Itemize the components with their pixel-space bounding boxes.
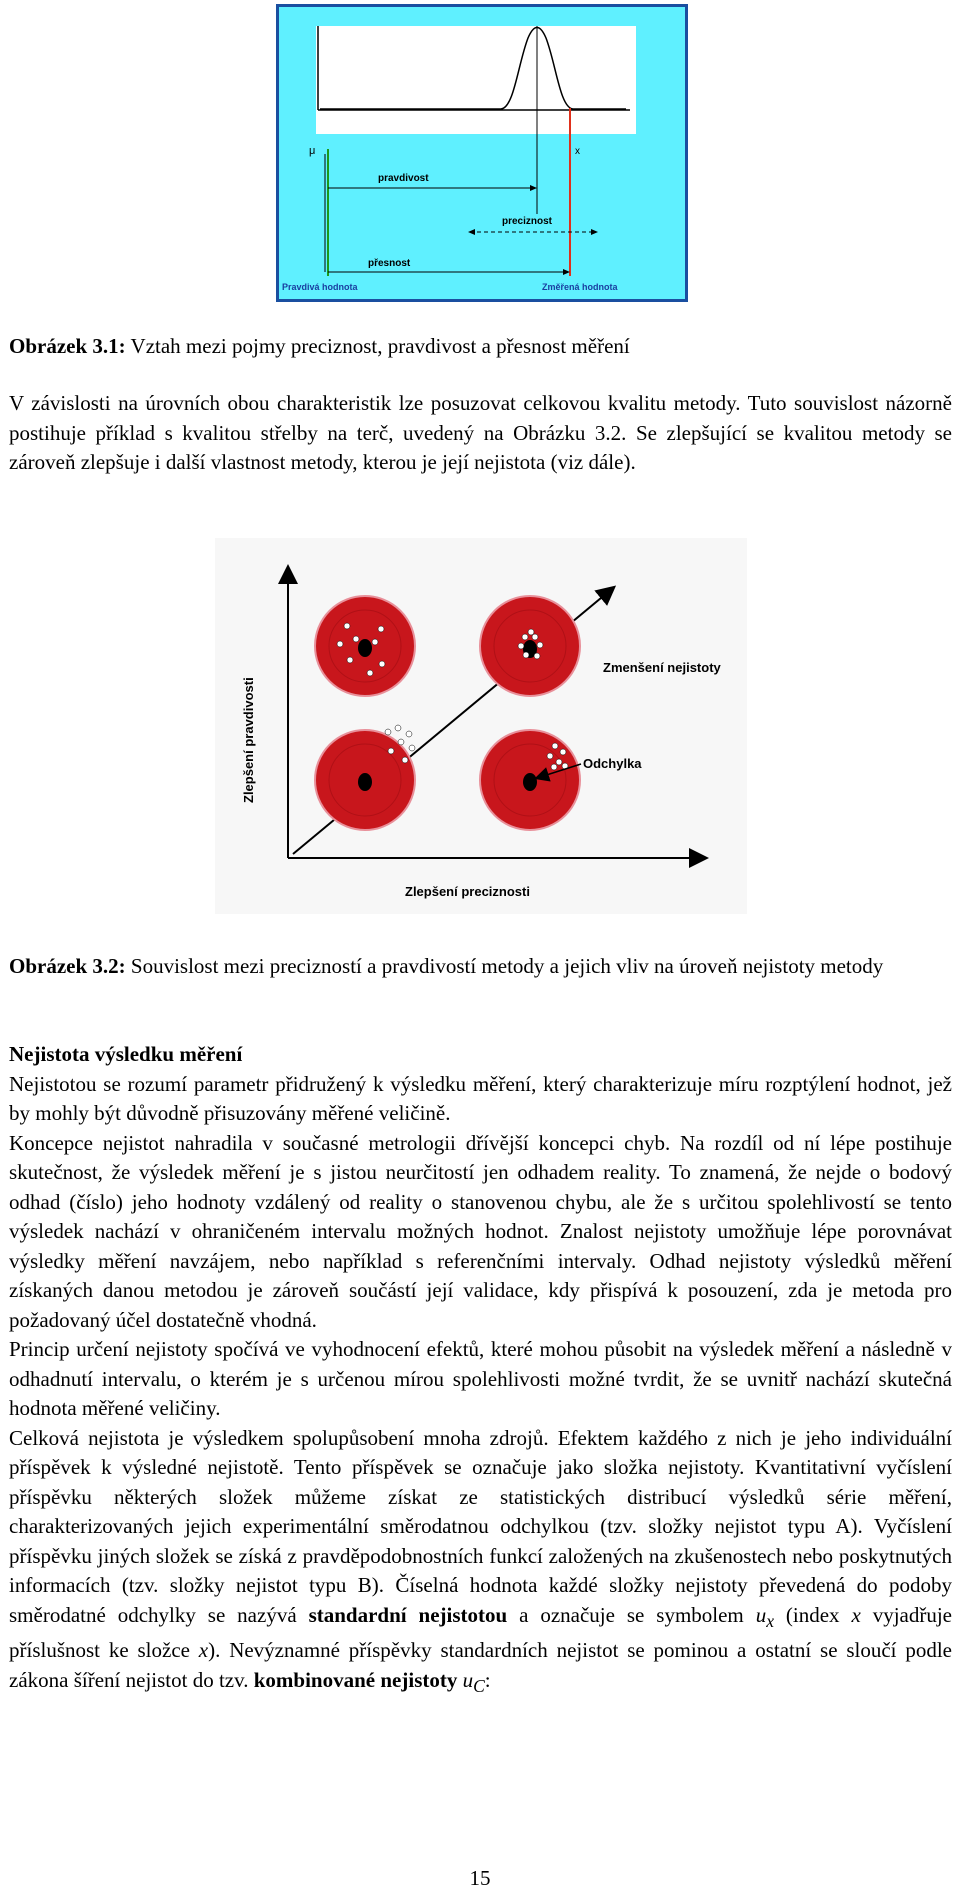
- plot-area: [316, 26, 636, 134]
- caption-figure-3-1: [9, 332, 952, 362]
- paragraph-principle: Princip určení nejistoty spočívá ve vyhodnocení efektů, které mohou působit na výsledek měření a následně v odhadnutí intervalu, o kterém je s určenou mírou spolehlivosti možné tvrdit, že se uvnitř nachází skutečná hodnota měřené veličiny.: [9, 1337, 952, 1420]
- x-label: x: [575, 146, 580, 157]
- caption2-text: Souvislost mezi precizností a pravdivostí metody a jejich vliv na úroveň nejistoty metody: [125, 954, 884, 978]
- preciznost-label: preciznost: [502, 216, 553, 227]
- true-value-label: Pravdivá hodnota: [282, 282, 358, 292]
- target-top-left: [315, 596, 415, 696]
- figure-target-diagram: [215, 538, 747, 914]
- x-axis-title: Zlepšení preciznosti: [405, 884, 530, 899]
- paragraph-concept: Koncepce nejistot nahradila v současné metrologii dřívější koncepci chyb. Na rozdíl od ní lépe postihuje skutečnost, že výsledek měření je s jistou neurčitostí jen odhadem reality. To znamená, že nejde o bodový odhad (číslo) jeho hodnoty vzdálený od reality o stanovenou chybu, ale že s určitou spolehlivostí se tento výsledek nachází v ohraničeném intervalu možných hodnot. Znalost nejistoty umožňuje lépe porovnávat výsledky měření navzájem, nebo například s referenčními intervaly. Odhad nejistoty výsledků měření získaných danou metodou je zároveň součástí její validace, kdy přispívá k posouzení, zda je metoda pro požadovaný účel dostatečně vhodná.: [9, 1130, 952, 1332]
- caption2-label: Obrázek 3.2:: [9, 954, 126, 978]
- page-number: 15: [469, 1866, 491, 1890]
- paragraph-combined: Celková nejistota je výsledkem spolupůsobení mnoha zdrojů. Efektem každého z nich je jeho individuální příspěvek k výsledné nejistotě. Tento příspěvek se označuje jako složka nejistoty. Kvantitativní vyčíslení příspěvku některých složek můžeme získat ze statistických distribucí výsledků série měření, charakterizovaných jejich experimentální směrodatnou odchylkou (tzv. složky nejistot typu A). Vyčíslení příspěvku jiných složek se získá z pravděpodobnostních funkcí založených na zkušenostech nebo poskytnutých informacích (tzv. složky nejistot typu B). Číselná hodnota každé složky nejistoty převedená do podoby směrodatné odchylky se nazývá standardní nejistotou a označuje se symbolem $u_x$ (index x vyjadřuje příslušnost ke složce x). Nevýznamné příspěvky standardních nejistot se pominou a ostatní se sloučí podle zákona šíření nejistot do tzv. kombinované nejistoty $u_C$:: [9, 1425, 952, 1696]
- mu-label: μ: [309, 145, 316, 157]
- target-top-right: [480, 596, 580, 696]
- paragraph-definition: Nejistotou se rozumí parametr přidružený k výsledku měření, který charakterizuje míru rozptýlení hodnot, jež by mohly být důvodně přisuzovány měřené veličině.: [9, 1071, 952, 1125]
- y-axis-title: Zlepšení pravdivosti: [241, 677, 256, 803]
- presnost-label: přesnost: [368, 258, 411, 269]
- section-heading: Nejistota výsledku měření: [9, 1042, 243, 1066]
- figure-precision-trueness-diagram: [276, 4, 688, 302]
- caption-figure-3-2: [9, 952, 952, 982]
- measured-value-label: Změřená hodnota: [542, 282, 618, 292]
- caption1-text: Vztah mezi pojmy preciznost, pravdivost a přesnost měření: [125, 334, 630, 358]
- arrow-label: Zmenšení nejistoty: [603, 660, 721, 675]
- deviation-label: Odchylka: [583, 756, 642, 771]
- caption1-label: Obrázek 3.1:: [9, 334, 126, 358]
- pravdivost-label: pravdivost: [378, 173, 429, 184]
- section-uncertainty: [9, 1040, 952, 1701]
- paragraph-intro: V závislosti na úrovních obou charakteristik lze posuzovat celkovou kvalitu metody. Tuto souvislost názorně postihuje příklad s kvalitou střelby na terč, uvedený na Obrázku 3.2. Se zlepšující se kvalitou metody se zároveň zlepšuje i další vlastnost metody, kterou je její nejistota (viz dále).: [9, 391, 952, 474]
- target-bottom-right: [480, 730, 581, 830]
